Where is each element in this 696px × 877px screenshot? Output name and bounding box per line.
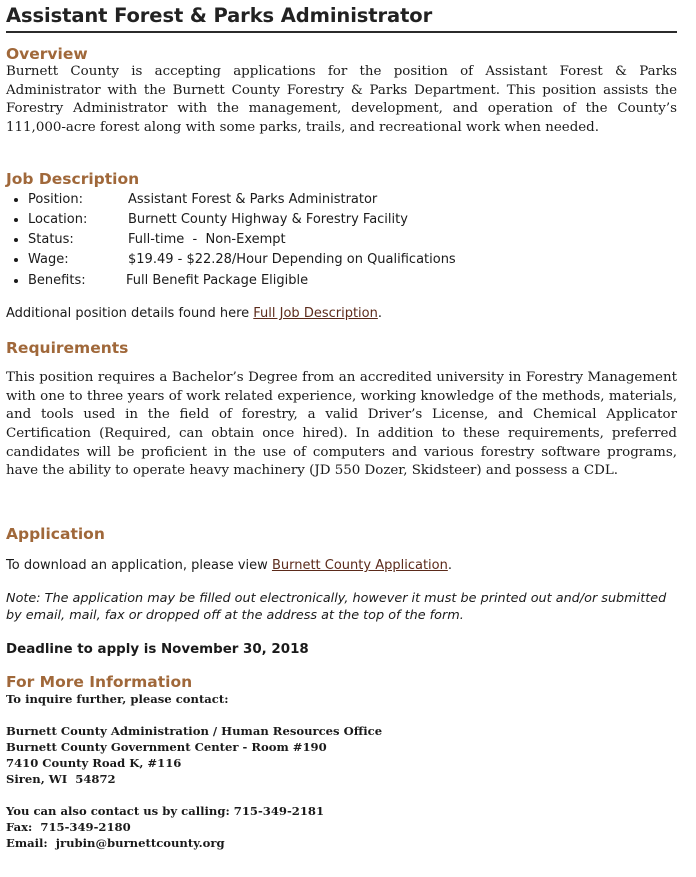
job-posting xyxy=(6,0,677,851)
address-block xyxy=(6,723,677,787)
address-line: Siren, WI 54872 xyxy=(6,772,116,787)
list-item xyxy=(28,210,677,230)
download-suffix: . xyxy=(447,558,452,574)
list-item xyxy=(28,250,677,270)
list-item xyxy=(28,230,677,250)
full-job-description-link[interactable]: Full Job Description xyxy=(253,305,378,321)
fax-text: Fax: 715-349-2180 xyxy=(6,820,131,835)
title-divider xyxy=(6,31,677,33)
job-details-list xyxy=(6,190,677,291)
detail-label: Wage: xyxy=(28,252,69,268)
detail-label: Location: xyxy=(28,212,88,228)
overview-section xyxy=(6,45,677,138)
inquire-text: To inquire further, please contact: xyxy=(6,692,229,707)
requirements-heading: Requirements xyxy=(6,338,129,357)
detail-label: Position: xyxy=(28,191,83,207)
detail-value: Burnett County Highway & Forestry Facility xyxy=(128,212,408,228)
download-line xyxy=(6,557,677,575)
application-heading: Application xyxy=(6,525,105,544)
job-description-section xyxy=(6,170,677,323)
email-text: Email: jrubin@burnettcounty.org xyxy=(6,836,225,851)
contact-block xyxy=(6,803,677,851)
deadline-text: Deadline to apply is November 30, 2018 xyxy=(6,642,309,658)
more-info-heading: For More Information xyxy=(6,673,193,692)
details-suffix: . xyxy=(377,305,382,321)
address-line: Burnett County Administration / Human Resources Office xyxy=(6,724,383,739)
details-prefix: Additional position details found here xyxy=(6,305,254,321)
address-line: 7410 County Road K, #116 xyxy=(6,756,182,771)
job-description-heading: Job Description xyxy=(6,169,140,188)
detail-label: Status: xyxy=(28,232,74,248)
application-section xyxy=(6,525,677,657)
page-title: Assistant Forest & Parks Administrator xyxy=(6,4,433,27)
address-line: Burnett County Government Center - Room #190 xyxy=(6,740,327,755)
detail-value: Assistant Forest & Parks Administrator xyxy=(128,191,378,207)
list-item xyxy=(28,271,677,291)
detail-value: Full Benefit Package Eligible xyxy=(126,272,309,288)
download-prefix: To download an application, please view xyxy=(6,558,272,574)
list-item xyxy=(28,190,677,210)
detail-value: $19.49 - $22.28/Hour Depending on Qualifications xyxy=(128,252,456,268)
detail-label: Benefits: xyxy=(28,272,86,288)
details-line xyxy=(6,305,677,323)
detail-value: Full-time - Non-Exempt xyxy=(128,232,286,248)
more-info-section xyxy=(6,673,677,851)
overview-heading: Overview xyxy=(6,45,88,63)
application-link[interactable]: Burnett County Application xyxy=(271,558,448,574)
requirements-section xyxy=(6,339,677,481)
application-note: Note: The application may be filled out electronically, however it must be printed out and/or submitted by email, mail, fax or dropped off at the address at the top of the form. xyxy=(6,591,667,623)
requirements-text: This position requires a Bachelor’s Degree from an accredited university in Forestry Management with one to three years of work related experience, working knowledge of the methods, materials, and tools used in the field of forestry, a valid Driver’s License, and Chemical Applicator Certification (Required, can obtain once hired). In addition to these requirements, preferred candidates will be proficient in the use of computers and various forestry software programs, have the ability to operate heavy machinery (JD 550 Dozer, Skidsteer) and possess a CDL. xyxy=(6,369,677,479)
phone-text: You can also contact us by calling: 715-349-2181 xyxy=(6,804,325,819)
overview-text: Burnett County is accepting applications for the position of Assistant Forest & Parks Administrator with the Burnett County Forestry & Parks Department. This position assists the Forestry Administrator with the management, development, and operation of the County’s 111,000-acre forest along with some parks, trails, and recreational work when needed. xyxy=(6,64,677,136)
